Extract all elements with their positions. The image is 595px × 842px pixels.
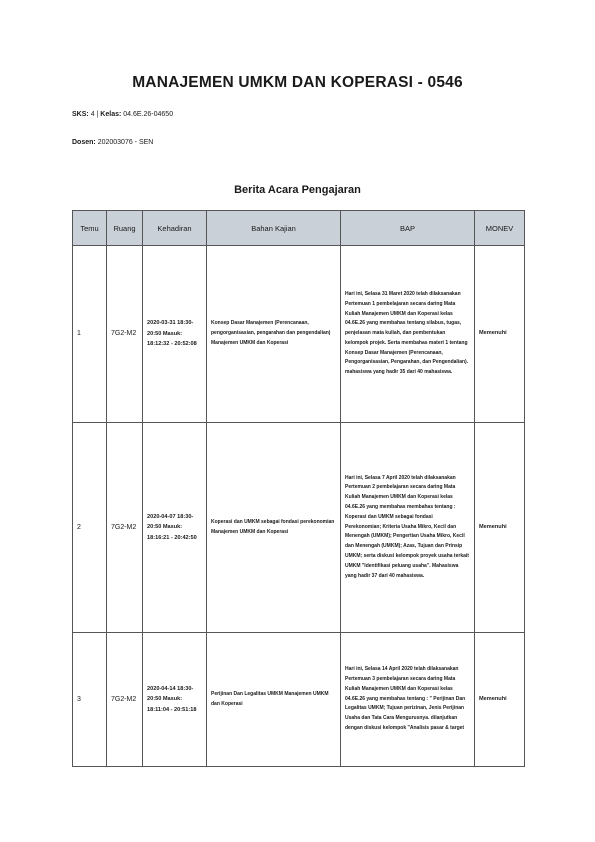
cell-temu: 2 xyxy=(73,423,107,633)
header-temu: Temu xyxy=(73,211,107,246)
cell-bahan-kajian: Perijinan Dan Legalitas UMKM Manajemen UMKM dan Koperasi xyxy=(207,633,341,767)
header-bahan-kajian: Bahan Kajian xyxy=(207,211,341,246)
kelas-value: 04.6E.26-04650 xyxy=(123,111,174,118)
table-header-row xyxy=(73,211,525,246)
cell-bahan-kajian: Konsep Dasar Manajemen (Perencanaan, pengorganisasian, pengarahan dan pengendalian) Manajemen UMKM dan Koperasi xyxy=(207,246,341,423)
header-monev: MONEV xyxy=(475,211,525,246)
header-ruang: Ruang xyxy=(107,211,143,246)
teaching-record-table xyxy=(72,210,525,767)
cell-temu: 3 xyxy=(73,633,107,767)
cell-temu: 1 xyxy=(73,246,107,423)
table-row xyxy=(73,423,525,633)
cell-ruang: 7G2-M2 xyxy=(107,633,143,767)
cell-kehadiran: 2020-04-07 18:30-20:50 Masuk: 18:16:21 - 20:42:50 xyxy=(143,423,207,633)
kelas-label: Kelas: xyxy=(100,111,122,118)
table-row xyxy=(73,633,525,767)
cell-monev: Memenuhi xyxy=(475,633,525,767)
course-info-line xyxy=(72,111,173,118)
cell-ruang: 7G2-M2 xyxy=(107,423,143,633)
cell-monev: Memenuhi xyxy=(475,423,525,633)
header-bap: BAP xyxy=(341,211,475,246)
dosen-value: 202003076 - SEN xyxy=(97,139,154,146)
cell-kehadiran: 2020-03-31 18:30-20:50 Masuk: 18:12:32 - 20:52:08 xyxy=(143,246,207,423)
cell-bap: Hari ini, Selasa 31 Maret 2020 telah dilaksanakan Pertemuan 1 pembelajaran secara daring Mata Kuliah Manajemen UMKM dan Koperasi kelas 04.6E.26 yang membahas tentang silabus, tugas, penjelasan mata kuliah, dan pembentukan kelompok projek. Serta membahas materi 1 tentang Konsep Dasar Manajemen (Perencanaan, Pengorganisasian, Pengarahan, dan Pengendalian). mahasiswa yang hadir 35 dari 40 mahasiswa. xyxy=(341,246,475,423)
cell-monev: Memenuhi xyxy=(475,246,525,423)
header-kehadiran: Kehadiran xyxy=(143,211,207,246)
table-row xyxy=(73,246,525,423)
cell-kehadiran: 2020-04-14 18:30-20:50 Masuk: 18:11:04 - 20:51:18 xyxy=(143,633,207,767)
cell-bap: Hari ini, Selasa 14 April 2020 telah dilaksanakan Pertemuan 3 pembelajaran secara daring Mata Kuliah Manajemen UMKM dan Koperasi kelas 04.6E.26 yang membahas tentang : " Perijinan Dan Legalitas UMKM; Tujuan perizinan, Jenis Perijinan Usaha dan Tata Cara Mengurusnya. dilanjutkan dengan diskusi kelompok "Analisis pasar & target xyxy=(341,633,475,767)
cell-bap: Hari ini, Selasa 7 April 2020 telah dilaksanakan Pertemuan 2 pembelajaran secara daring Mata Kuliah Manajemen UMKM dan Koperasi kelas 04.6E.26 yang membahas membahas tentang : Koperasi dan UMKM sebagai fondasi Perekonomian; Kriteria Usaha Mikro, Kecil dan Menengah (UMKM); Pengertian Usaha Mikro, Kecil dan Menengah (UMKM); Azas, Tujuan dan Prinsip UMKM; serta diskusi kelompok proyek usaha terkait UMKM "Identifikasi peluang usaha". Mahasiswa yang hadir 37 dari 40 mahasiswa. xyxy=(341,423,475,633)
section-title: Berita Acara Pengajaran xyxy=(234,184,361,196)
sks-label: SKS: xyxy=(72,111,89,118)
dosen-label: Dosen: xyxy=(72,139,96,146)
cell-ruang: 7G2-M2 xyxy=(107,246,143,423)
lecturer-info-line xyxy=(72,139,153,146)
cell-bahan-kajian: Koperasi dan UMKM sebagai fondasi perekonomian Manajemen UMKM dan Koperasi xyxy=(207,423,341,633)
sks-value: 4 | xyxy=(90,111,99,118)
document-title: MANAJEMEN UMKM DAN KOPERASI - 0546 xyxy=(132,74,463,91)
